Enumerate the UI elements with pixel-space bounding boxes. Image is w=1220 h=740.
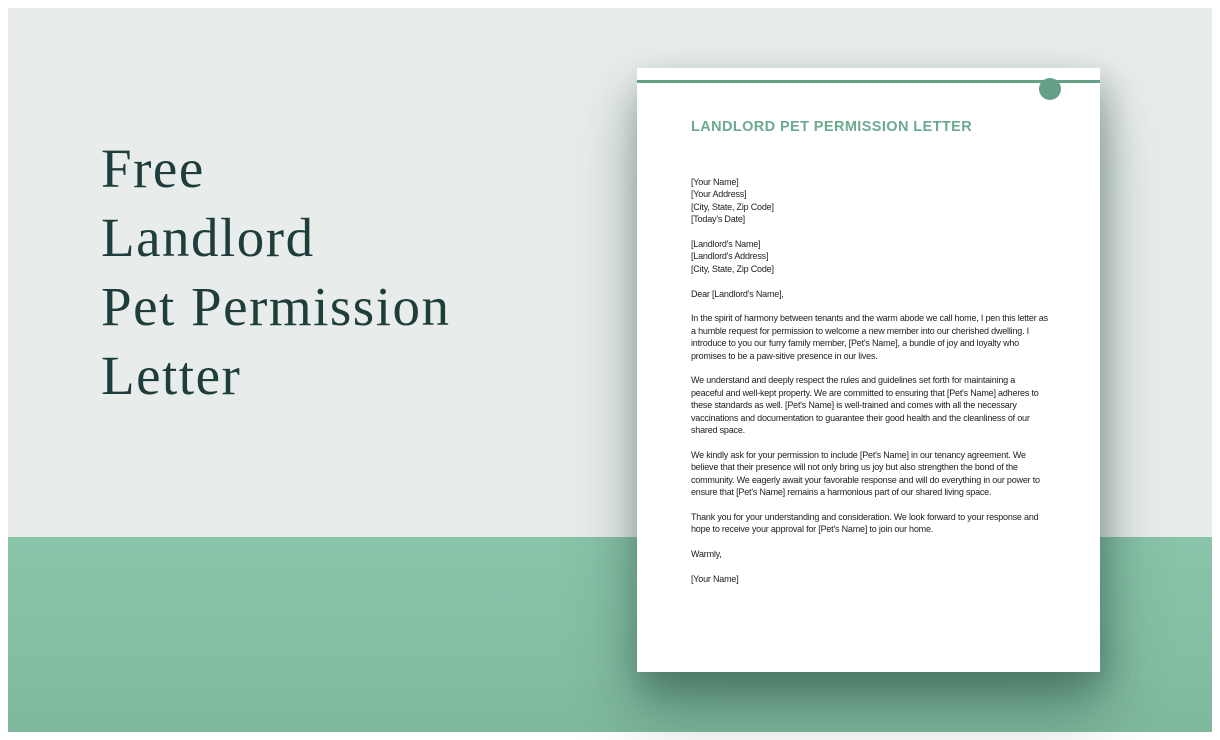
poster-title-line: Pet Permission [101,276,451,337]
recipient-address-block [691,238,1049,275]
sender-address-line: [Your Address] [691,189,747,200]
letter-heading: LANDLORD PET PERMISSION LETTER [691,119,973,135]
poster-title-line: Letter [101,345,242,406]
sender-city-line: [City, State, Zip Code] [691,201,774,212]
recipient-name-line: [Landlord's Name] [691,239,761,250]
letter-paragraph: We understand and deeply respect the rules and guidelines set forth for maintaining a peaceful and well-kept property. We are committed to ensuring that [Pet's Name] adheres to these standards as well. [Pet's Name] is well-trained and comes with all the necessary vaccinations and documentation to guarantee their good health and the cleanliness of our shared space. [691,375,1039,436]
letter-page [637,68,1100,672]
sender-address-block [691,176,1049,226]
letter-body [691,176,1049,585]
poster-title-line: Free [101,138,205,199]
accent-line [637,80,1100,83]
accent-dot [1039,78,1061,100]
signature: [Your Name] [691,573,739,584]
poster-title-line: Landlord [101,207,315,268]
date-line: [Today's Date] [691,214,745,225]
sender-name-line: [Your Name] [691,177,739,187]
recipient-address-line: [Landlord's Address] [691,251,769,262]
letter-paragraph: Thank you for your understanding and consideration. We look forward to your response and hope to receive your approval for [Pet's Name] to join our home. [691,511,1039,535]
letter-paragraph: We kindly ask for your permission to include [Pet's Name] in our tenancy agreement. We believe that their presence will not only bring us joy but also strengthen the bond of the community. We eagerly await your favorable response and will do everything in our power to ensure that [Pet's Name] remains a harmonious part of our shared living space. [691,449,1040,498]
salutation: Dear [Landlord's Name], [691,288,784,299]
letter-paragraph: In the spirit of harmony between tenants and the warm abode we call home, I pen this letter as a humble request for permission to welcome a new member into our cherished dwelling. I introduce to you our furry family member, [Pet's Name], a bundle of joy and loyalty who promises to be a paw-sitive presence in our lives. [691,313,1048,361]
closing: Warmly, [691,549,722,560]
recipient-city-line: [City, State, Zip Code] [691,263,774,274]
poster-title [101,134,451,410]
